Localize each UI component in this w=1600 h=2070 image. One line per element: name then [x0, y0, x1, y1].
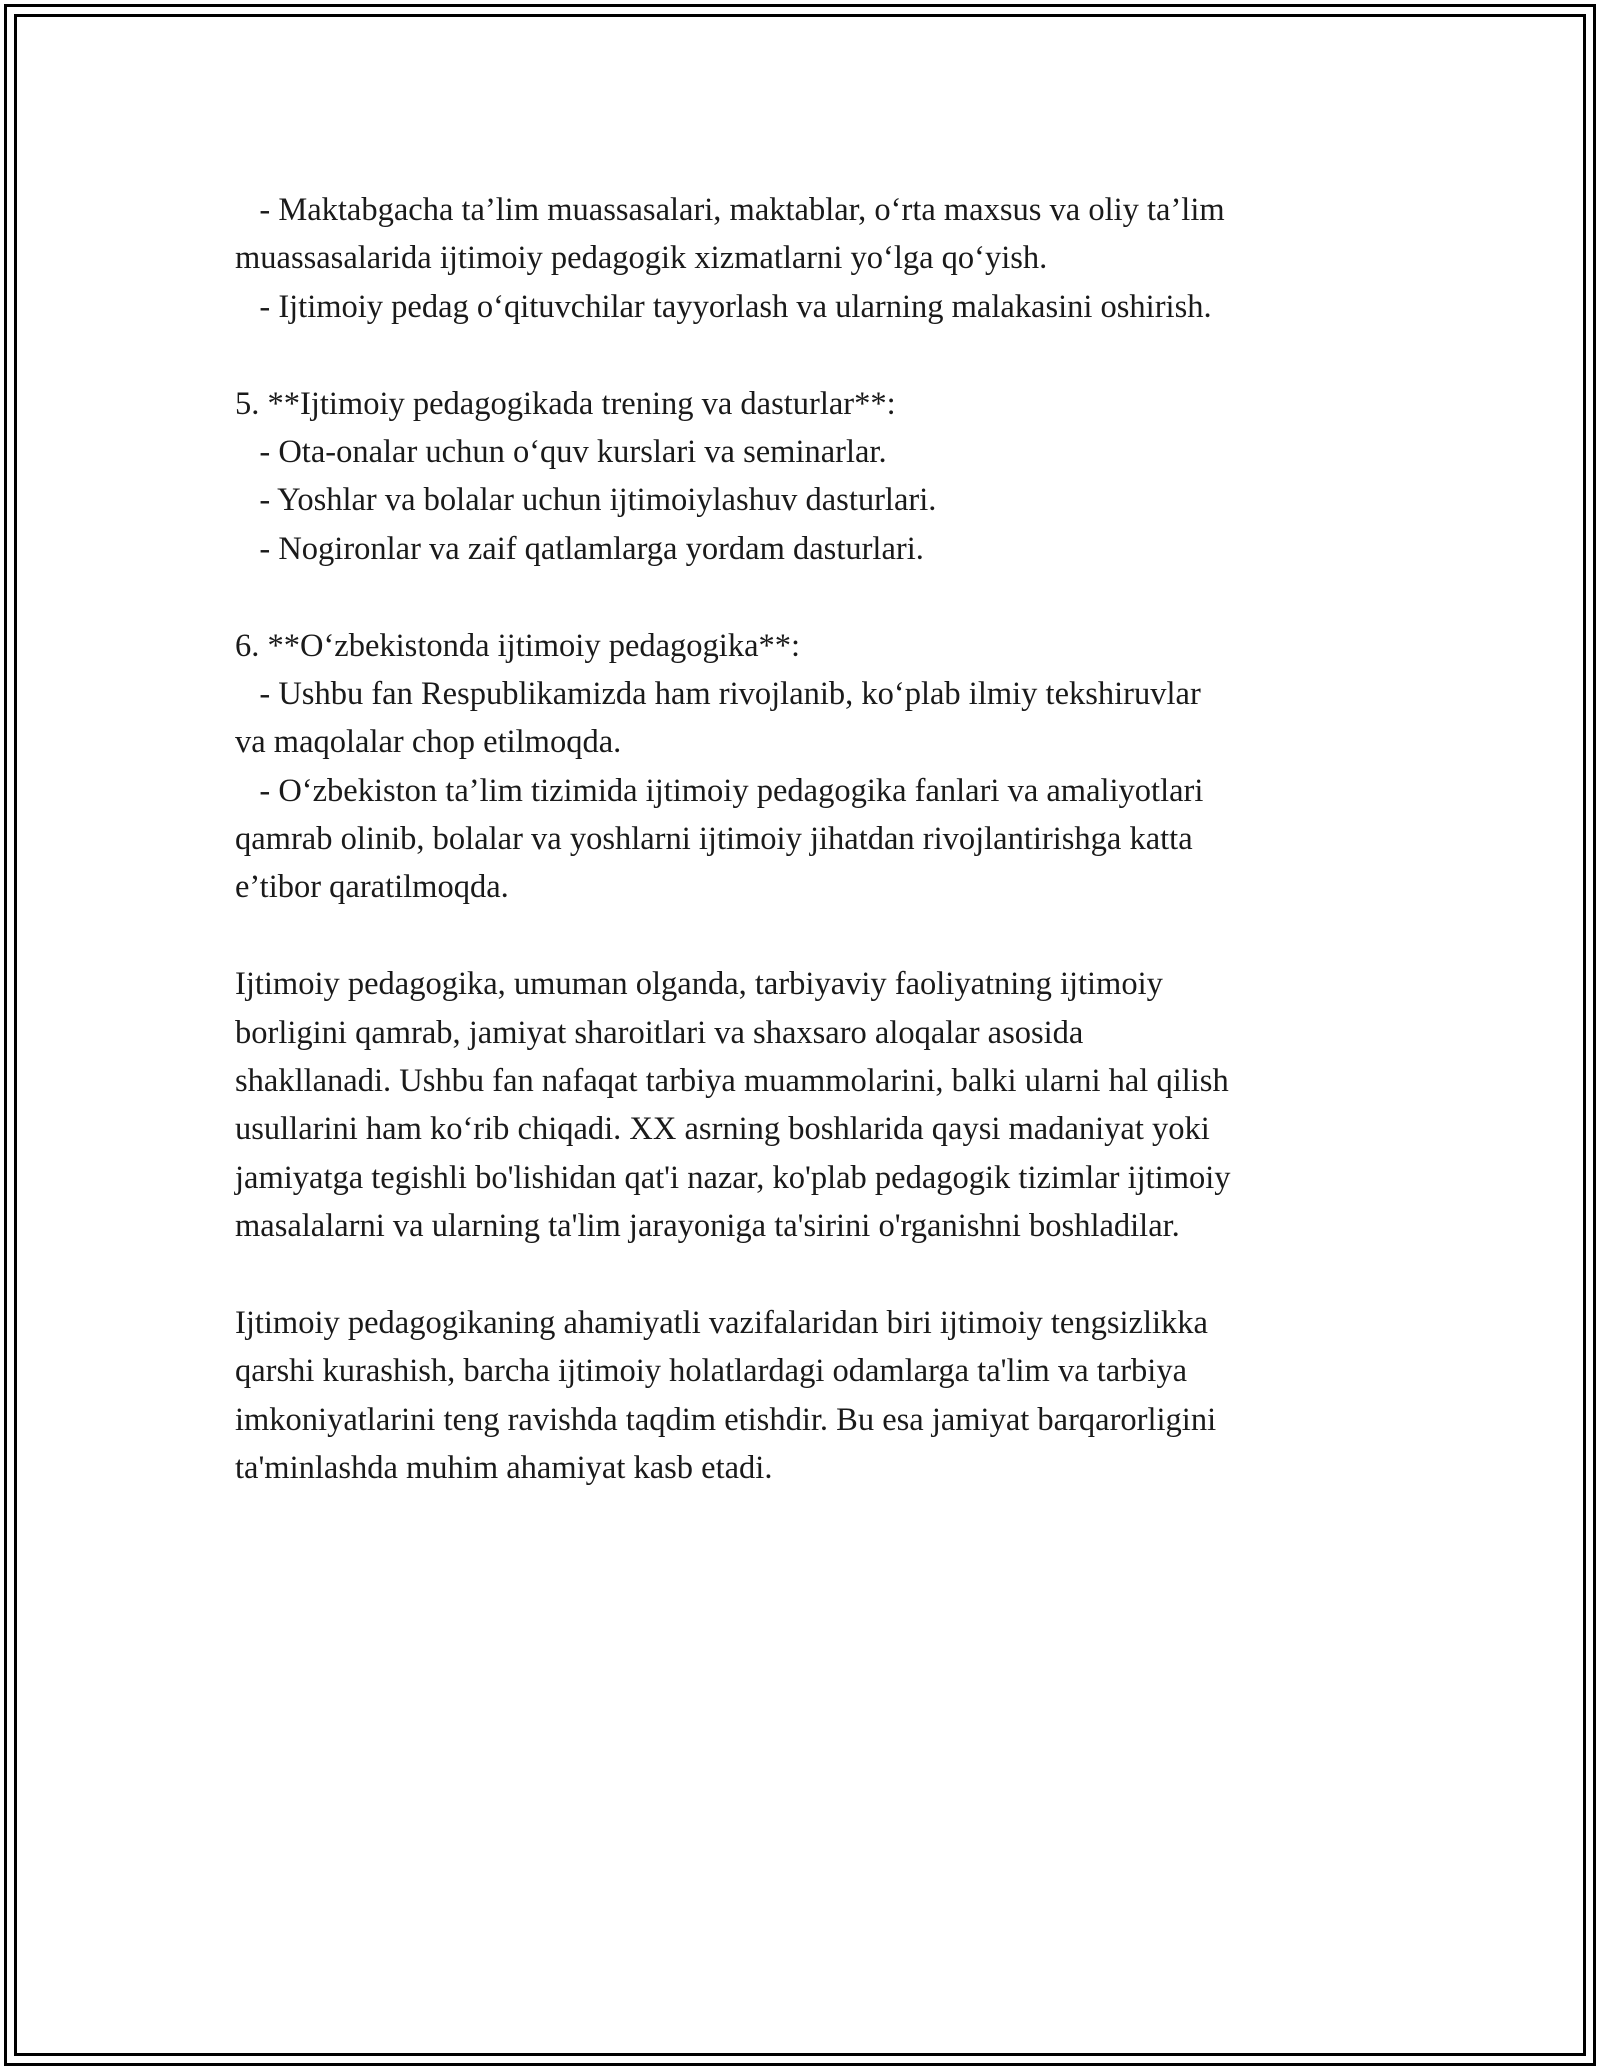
list-item-line: - Ushbu fan Respublikamizda ham rivojlanib, ko‘plab ilmiy tekshiruvlar: [235, 675, 1201, 712]
document-body: [235, 186, 1385, 1493]
paragraph-conclusion: [235, 1299, 1385, 1493]
section-heading: 6. **O‘zbekistonda ijtimoiy pedagogika**:: [235, 627, 801, 664]
list-item-line: - Maktabgacha ta’lim muassasalari, maktablar, o‘rta maxsus va oliy ta’lim: [235, 192, 1225, 228]
paragraph-line: jamiyatga tegishli bo'lishidan qat'i nazar, ko'plab pedagogik tizimlar ijtimoiy: [235, 1159, 1231, 1196]
spacer: [235, 912, 1385, 960]
section-6: [235, 622, 1385, 912]
paragraph-line: imkoniyatlarini teng ravishda taqdim etishdir. Bu esa jamiyat barqarorligini: [235, 1401, 1217, 1438]
list-item: [235, 670, 1385, 767]
section-heading: 5. **Ijtimoiy pedagogikada trening va dasturlar**:: [235, 385, 896, 422]
list-item: [235, 186, 1385, 283]
list-item: [235, 283, 1385, 331]
list-item: - Ota-onalar uchun o‘quv kurslari va seminarlar.: [235, 433, 887, 470]
paragraph-line: borligini qamrab, jamiyat sharoitlari va shaxsaro aloqalar asosida: [235, 1014, 1084, 1051]
list-item-line: qamrab olinib, bolalar va yoshlarni ijtimoiy jihatdan rivojlantirishga katta: [235, 821, 1193, 858]
paragraph-line: shakllanadi. Ushbu fan nafaqat tarbiya muammolarini, balki ularni hal qilish: [235, 1063, 1229, 1100]
list-item: [235, 767, 1385, 912]
list-item-line: e’tibor qaratilmoqda.: [235, 869, 509, 906]
paragraph-line: qarshi kurashish, barcha ijtimoiy holatlardagi odamlarga ta'lim va tarbiya: [235, 1353, 1187, 1390]
spacer: [235, 1251, 1385, 1299]
paragraph-line: masalalarni va ularning ta'lim jarayoniga ta'sirini o'rganishni boshladilar.: [235, 1208, 1180, 1245]
list-item-line: - O‘zbekiston ta’lim tizimida ijtimoiy pedagogika fanlari va amaliyotlari: [235, 772, 1204, 809]
spacer: [235, 331, 1385, 379]
spacer: [235, 573, 1385, 621]
list-item: - Nogironlar va zaif qatlamlarga yordam dasturlari.: [235, 530, 924, 567]
list-item: - Yoshlar va bolalar uchun ijtimoiylashuv dasturlari.: [235, 482, 937, 519]
list-item-line: - Ijtimoiy pedag o‘qituvchilar tayyorlash va ularning malakasini oshirish.: [235, 288, 1212, 325]
paragraph-line: ta'minlashda muhim ahamiyat kasb etadi.: [235, 1450, 773, 1487]
section-4-list: [235, 186, 1385, 331]
list-item-line: va maqolalar chop etilmoqda.: [235, 724, 622, 761]
paragraph-line: Ijtimoiy pedagogikaning ahamiyatli vazifalaridan biri ijtimoiy tengsizlikka: [235, 1304, 1208, 1341]
paragraph-line: usullarini ham ko‘rib chiqadi. XX asrning boshlarida qaysi madaniyat yoki: [235, 1111, 1210, 1148]
paragraph-summary: [235, 960, 1385, 1250]
list-item-line: muassasalarida ijtimoiy pedagogik xizmatlarni yo‘lga qo‘yish.: [235, 240, 1048, 277]
paragraph-line: Ijtimoiy pedagogika, umuman olganda, tarbiyaviy faoliyatning ijtimoiy: [235, 966, 1163, 1003]
section-5: [235, 380, 1385, 574]
